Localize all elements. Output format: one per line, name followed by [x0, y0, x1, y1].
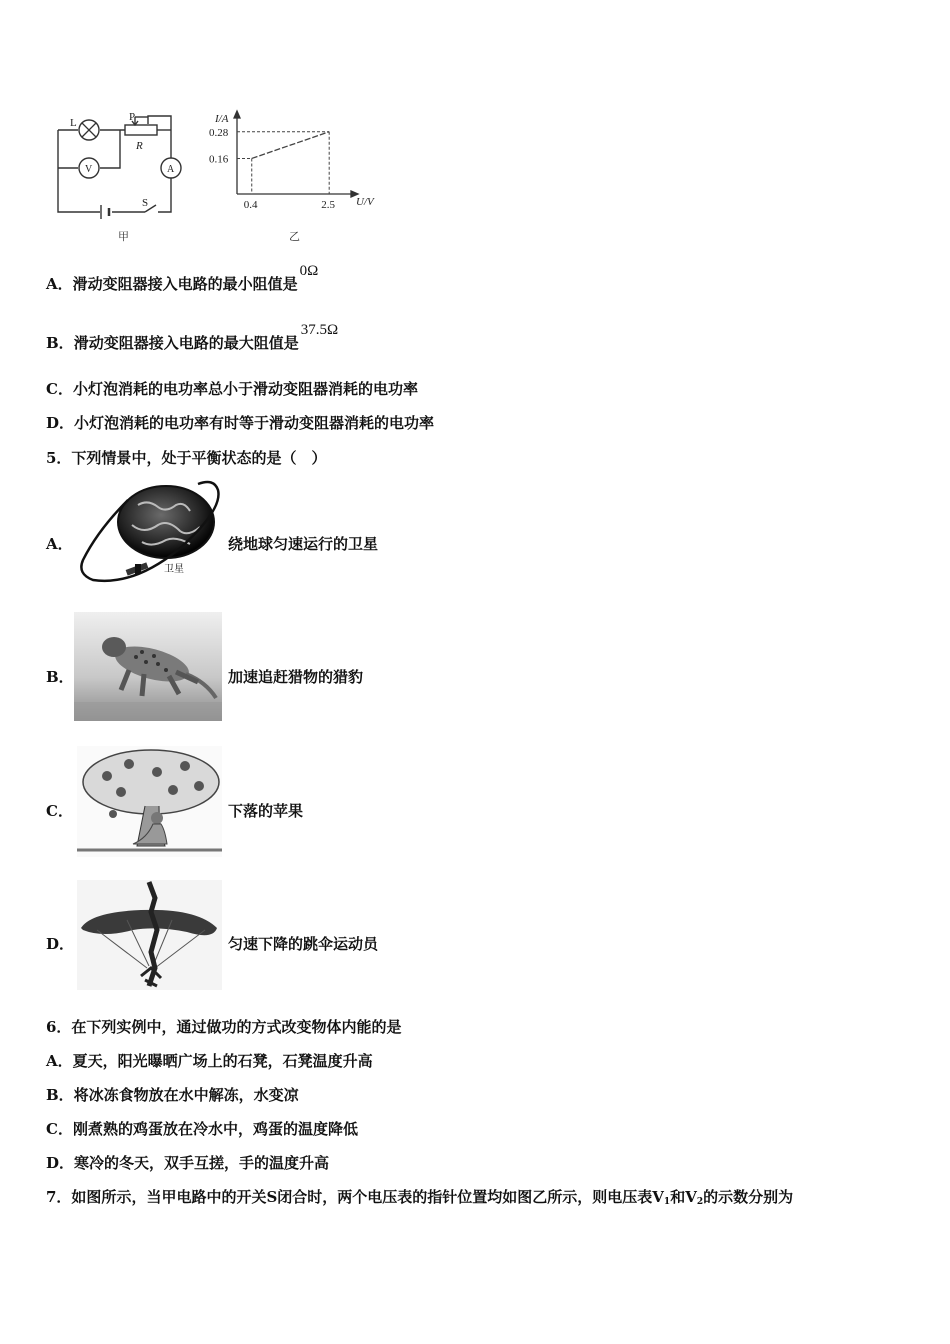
- circuit-diagram: [50, 108, 190, 246]
- q5-option-a-text: 绕地球匀速运行的卫星: [228, 535, 379, 553]
- q7-stem-part: 的示数分别为: [703, 1188, 794, 1206]
- ammeter-label: A: [167, 164, 175, 175]
- q5-option-c-text: 下落的苹果: [228, 802, 304, 820]
- option-text: 滑动变阻器接入电路的最大阻值是: [73, 334, 299, 352]
- y-axis-label: I/A: [215, 113, 229, 125]
- q7-stem-part: 和V: [670, 1188, 697, 1206]
- q7-stem: [46, 1187, 793, 1212]
- parachute-image: [77, 880, 222, 990]
- v1-subscript: 1: [663, 1197, 671, 1207]
- q4-option-b: [46, 322, 339, 354]
- q6-option-b: B．将冰冻食物放在水中解冻，水变凉: [46, 1086, 299, 1104]
- q6-stem: 6．在下列实例中，通过做功的方式改变物体内能的是: [46, 1018, 402, 1036]
- q5-option-a-label: A．: [46, 535, 73, 553]
- graph-caption: 乙: [289, 231, 300, 243]
- option-math: 0Ω: [299, 263, 319, 279]
- lamp-label: L: [70, 117, 77, 129]
- iu-curve: [252, 132, 329, 159]
- apple-tree-image: [77, 746, 222, 857]
- q5-option-b-text: 加速追赶猎物的猎豹: [228, 668, 364, 686]
- resistor-label: R: [136, 140, 143, 152]
- switch-label: S: [142, 197, 149, 209]
- q5-option-b-label: B．: [46, 668, 74, 686]
- x-tick-label: 2.5: [321, 199, 335, 211]
- option-label: B．: [46, 334, 74, 352]
- q5-option-c-label: C．: [46, 802, 73, 820]
- iu-graph: [205, 108, 390, 246]
- q4-option-c: [46, 379, 418, 399]
- option-label: D．: [46, 414, 75, 432]
- option-label: C．: [46, 380, 73, 398]
- q6-option-c: C．刚煮熟的鸡蛋放在冷水中，鸡蛋的温度降低: [46, 1120, 358, 1138]
- q6-option-d: D．寒冷的冬天，双手互搓，手的温度升高: [46, 1154, 330, 1172]
- q6-option-a: A．夏天，阳光曝晒广场上的石凳，石凳温度升高: [46, 1052, 373, 1070]
- slider-label: P: [129, 111, 136, 123]
- cheetah-image: [74, 612, 222, 721]
- option-text: 小灯泡消耗的电功率有时等于滑动变阻器消耗的电功率: [74, 414, 435, 432]
- option-text: 滑动变阻器接入电路的最小阻值是: [72, 275, 298, 293]
- q5-option-d-label: D．: [46, 935, 75, 953]
- y-tick-label: 0.28: [209, 126, 229, 139]
- circuit-caption: 甲: [118, 231, 129, 243]
- y-tick-label: 0.16: [209, 153, 229, 166]
- option-label: A．: [46, 275, 73, 293]
- v2-subscript: 2: [696, 1197, 704, 1207]
- q4-option-a: [46, 263, 319, 295]
- x-tick-label: 0.4: [243, 199, 258, 211]
- option-text: 小灯泡消耗的电功率总小于滑动变阻器消耗的电功率: [72, 380, 418, 398]
- voltmeter-label: V: [85, 164, 93, 175]
- satellite-caption: 卫星: [164, 564, 184, 575]
- satellite-icon: [126, 562, 149, 575]
- q4-option-d: [46, 413, 434, 433]
- satellite-image: [78, 480, 228, 585]
- q5-option-d-text: 匀速下降的跳伞运动员: [228, 935, 379, 953]
- q5-stem: 5．下列情景中，处于平衡状态的是（ ）: [46, 449, 327, 467]
- x-axis-label: U/V: [356, 196, 374, 208]
- q7-stem-part: 7．如图所示，当甲电路中的开关S闭合时，两个电压表的指针位置均如图乙所示，则电压表V: [46, 1188, 664, 1206]
- option-math: 37.5Ω: [300, 322, 339, 338]
